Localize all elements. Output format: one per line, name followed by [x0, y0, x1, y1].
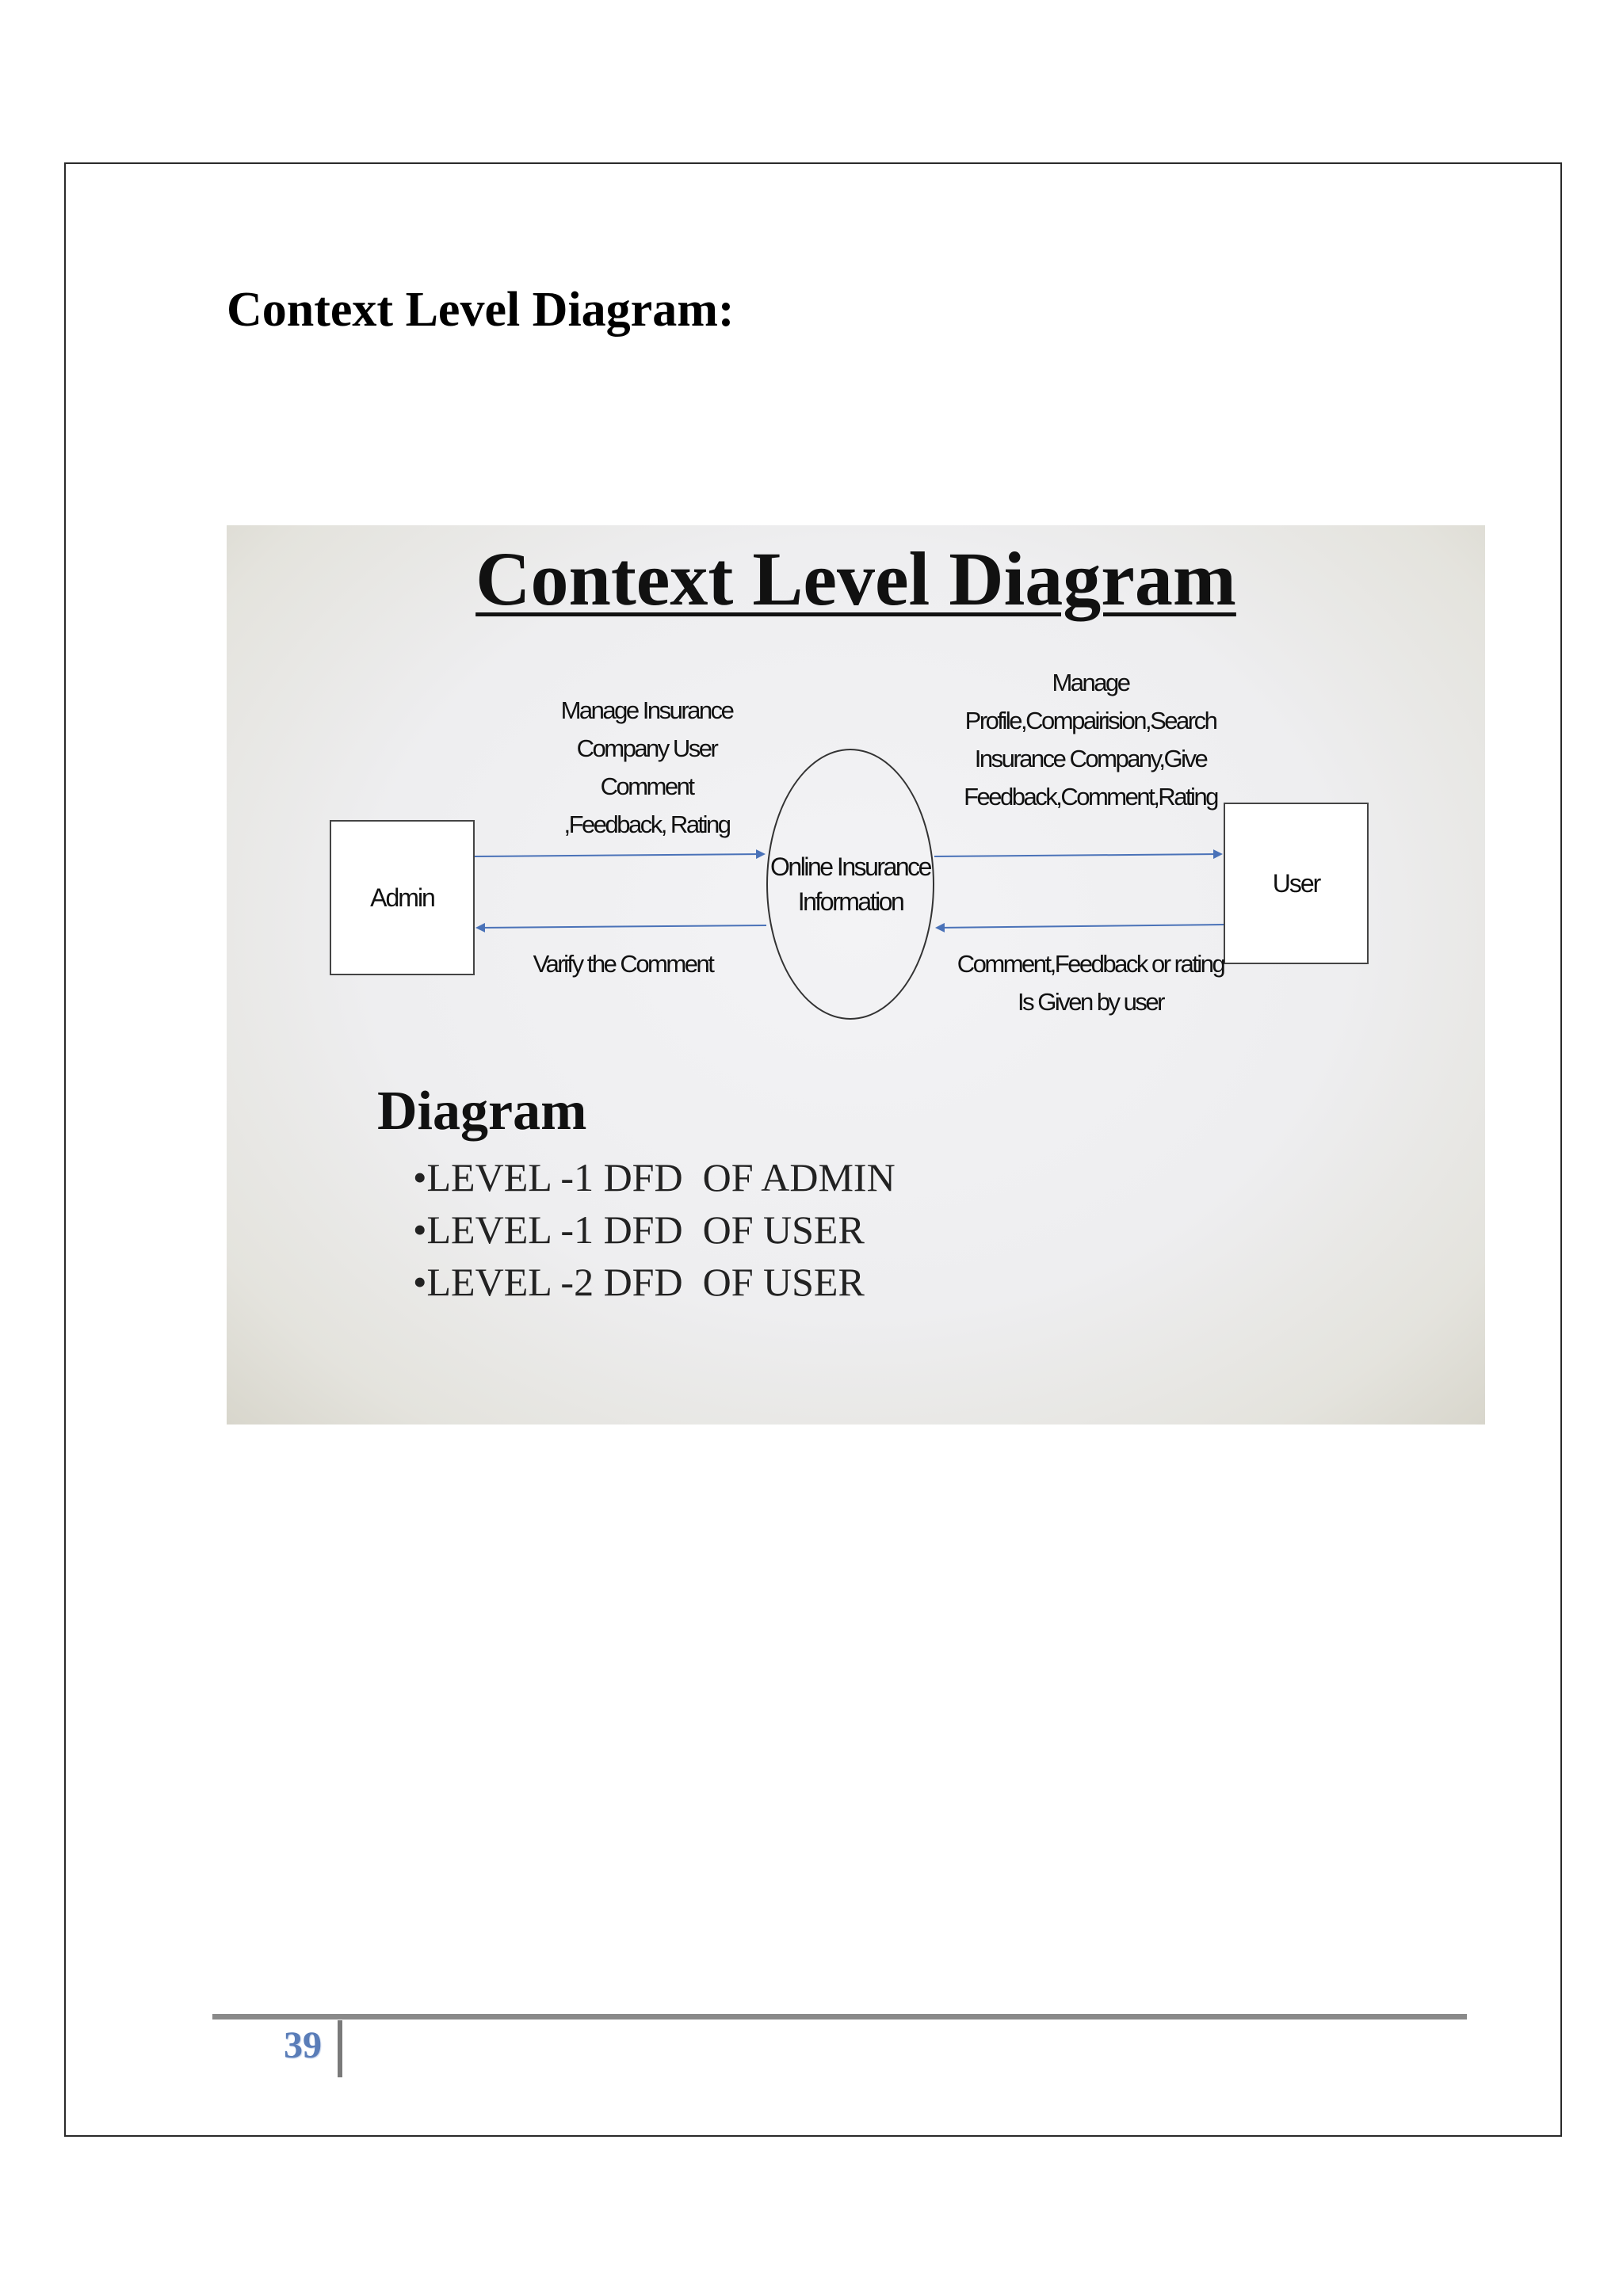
arrow-user-to-process: [937, 925, 1224, 928]
section-heading: Context Level Diagram:: [227, 283, 735, 337]
flow-label-user-to-process: Comment,Feedback or rating Is Given by user: [957, 950, 1224, 1016]
flow-label-admin-to-process: Manage Insurance Company User Comment ,Feedback, Rating: [560, 696, 733, 838]
page-number: 39: [284, 2024, 322, 2066]
process-label: Online Insurance Information: [770, 852, 930, 916]
arrow-process-to-admin: [477, 925, 766, 928]
user-entity: [1224, 803, 1369, 964]
arrow-process-to-user: [934, 854, 1221, 856]
diagram-heading: Diagram: [377, 1081, 587, 1142]
process-ellipse: [766, 749, 934, 1020]
context-diagram-image: [227, 525, 1485, 1425]
page-number-divider: [338, 2020, 342, 2077]
admin-entity-label: Admin: [370, 883, 434, 912]
list-item: •LEVEL -1 DFD OF USER: [413, 1207, 865, 1252]
flow-label-process-to-admin: Varify the Comment: [533, 950, 713, 978]
admin-entity: [330, 820, 475, 975]
user-entity-label: User: [1272, 868, 1320, 898]
arrow-admin-to-process: [475, 854, 764, 856]
list-item: •LEVEL -2 DFD OF USER: [413, 1260, 865, 1304]
flow-label-process-to-user: Manage Profile,Compairision,Search Insurance Company,Give Feedback,Comment,Rating: [964, 669, 1217, 810]
list-item: •LEVEL -1 DFD OF ADMIN: [413, 1155, 896, 1199]
slide-title: Context Level Diagram: [475, 536, 1236, 621]
diagram-list: [413, 1151, 896, 1308]
footer-rule: [212, 2014, 1467, 2019]
